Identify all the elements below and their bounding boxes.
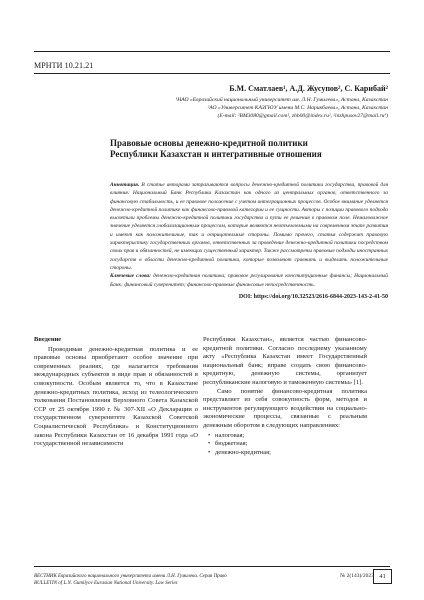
affiliation-1: ¹НАО «Евразийский национальный университет им. Л.Н. Гумилева», Астана, Казахстан [175, 97, 388, 103]
left-column [34, 336, 198, 449]
page-number: 41 [373, 569, 392, 584]
top-rule [34, 51, 390, 52]
journal-name-en: BULLETIN of L.N. Gumilyov Eurasian National University. Law Series [34, 581, 178, 586]
affiliation-2: ²АО «Университет КАЗГЮУ имени М.С. Нарикбаева», Астана, Казахстан [207, 105, 388, 111]
right-column [203, 336, 367, 457]
keywords-text: денежно-кредитная политика; правовое регулирование конституционные финансы; Национальный Банк; финансовый суверенитет; финансово-правовые финансовые непосредственность. [110, 273, 388, 288]
intro-paragraph: Проводимая денежно-кредитная политика и ее правовые основы приобретают особое значение при современных реалиях, где налагается требования международных субъектов в виде прав и обязанностей в совокупности. Особым является то, что в Казахстане денежно-кредитных политика, исход из телеологического толкования Постановления Верховного Совета Казахской ССР от 25 октября 1990 г. № 307-XII «О Декларации о государственном суверенитете Казахской Советской Социалистической Республики» и Конституционного закона Республики Казахстан от 16 декабря 1991 года «О государственной независимости [34, 345, 198, 448]
footer-rule [34, 566, 390, 567]
issue-number: № 2(143)/2023 [340, 573, 374, 579]
authors: Б.М. Сматлаев¹, А.Д. Жусупов², С. Карибай² [229, 84, 388, 93]
list-item: • денежно-кредитная; [215, 449, 367, 458]
list-item: • бюджетная; [215, 440, 367, 449]
keywords-label: Ключевые слова: [110, 273, 151, 280]
abstract-label: Аннотация. [110, 182, 140, 188]
abstract-text: В статье авторами затрагиваются вопросы денежно-кредитной политики государства, правовой для влияния. Национальный Банк Республики Казахстан как одного из центральных органов, ответственного за финансовую стабильность, и ее правовое положение с учетом интеграционных процессов. Особое внимание уделяется денежно-кредитной политике как финансово-правовой категории и ее сущности. Авторы с позиции правового подхода высветили проблемы денежно-кредитной политики государства и пути ее решения в правовом поле. Немаловажное значение уделяется глобализационным процессам, которые являются неотъемлемыми на современном этапе развития и имеют как положительные, так и отрицательные стороны. Помимо прочего, статья содержит правовую характеристику государственных органов, ответственных за проведение денежно-кредитной политики посредством своих прав и обязанностей, не имеющих существенный характер. Также рассмотрены правовые подходы иностранных государств в области денежно-кредитной политики, которые позволяют сравнить и выделить положительные стороны. [110, 182, 388, 271]
right-paragraph-1: Республики Казахстан», является частью финансово-кредитной политики. Согласно последнему указанному акту «Республика Казахстан имеет Государственный национальный банк; вправе создать свою финансово-кредитную, денежную системы, организует республиканские налоговую и таможенную системы» [1]. [203, 336, 367, 386]
mrnti-code: МРНТИ 10.21.21 [34, 61, 94, 70]
policy-list [203, 432, 367, 458]
header-rule [34, 73, 390, 74]
intro-heading: Введение [34, 336, 62, 343]
article-title: Правовые основы денежно-кредитной политики Республики Казахстан и интегративные отношения [110, 138, 322, 159]
affiliation-emails: (E-mail: ²BM3080@gmail.com¹, zhb00@index.ru², ²inzhpusov27@mail.ru³) [217, 113, 388, 119]
journal-footer [34, 573, 304, 587]
right-paragraph-2: Само понятие финансово-кредитная политика представляет из себя совокупность форм, методов и инструментов регулирующего воздействия на социально-экономические процессы, связанные с реальным денежным оборотом в следующих направлениях: [203, 387, 367, 429]
abstract [110, 181, 388, 289]
list-item: • налоговая; [215, 432, 367, 441]
affiliations [88, 96, 388, 120]
doi-link[interactable]: DOI: https://doi.org/10.32523/2616-6844-2023-143-2-41-50 [238, 294, 388, 300]
journal-name-ru: ВЕСТНИК Евразийского национального университета имени Л.Н. Гумилева. Серия Право [34, 574, 227, 579]
